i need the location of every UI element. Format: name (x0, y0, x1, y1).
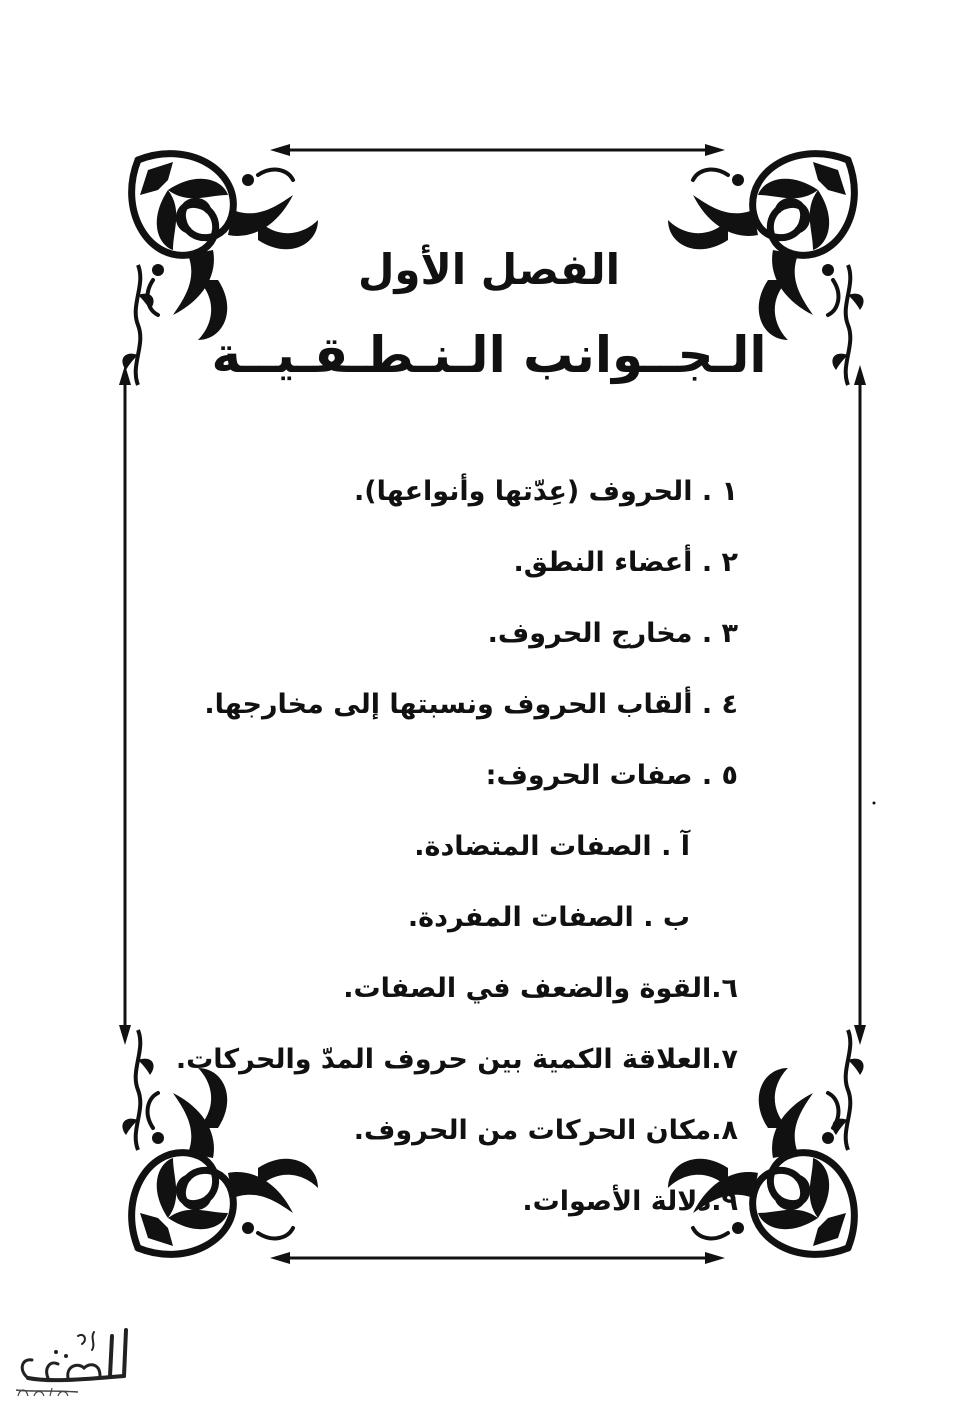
topics-list (138, 464, 738, 1245)
topic-item (138, 961, 738, 1032)
topic-text: مكان الحركات من الحروف. (353, 1115, 712, 1146)
topic-text: الحروف (عِدّتها وأنواعها). (354, 476, 693, 507)
topic-item (138, 606, 738, 677)
topic-separator: . (651, 831, 681, 862)
topic-separator: . (711, 1115, 722, 1146)
topic-item (138, 748, 738, 819)
topic-item (138, 1032, 738, 1103)
topic-separator: . (711, 1186, 722, 1217)
topic-text: صفات الحروف: (485, 760, 693, 791)
topic-separator: . (692, 618, 722, 649)
topic-text: ألقاب الحروف ونسبتها إلى مخارجها. (204, 689, 693, 720)
topic-number: ٩ (721, 1186, 738, 1217)
topic-number: ٤ (721, 689, 738, 720)
topic-text: القوة والضعف في الصفات. (343, 973, 712, 1004)
topic-number: ١ (721, 476, 738, 507)
topic-separator: . (711, 973, 722, 1004)
topic-separator: . (692, 476, 722, 507)
topic-separator: . (692, 689, 722, 720)
topic-number: ٦ (721, 973, 738, 1004)
topic-item (138, 535, 738, 606)
topic-separator: . (633, 902, 663, 933)
calligraphy-stamp (8, 1318, 148, 1410)
topic-item (138, 677, 738, 748)
topic-separator: . (711, 1044, 722, 1075)
topic-number: ٧ (721, 1044, 738, 1075)
chapter-subtitle: الـجــوانب الـنـطـقـيــة (211, 326, 767, 384)
subtopic-item (138, 819, 738, 890)
topic-separator: . (692, 547, 722, 578)
subtopic-letter: آ (680, 831, 690, 862)
topic-number: ٣ (721, 618, 738, 649)
topic-number: ٥ (721, 760, 738, 791)
topic-item (138, 1174, 738, 1245)
topic-separator: . (692, 760, 722, 791)
topic-item (138, 464, 738, 535)
topic-number: ٢ (721, 547, 738, 578)
topic-number: ٨ (721, 1115, 738, 1146)
topic-text: مخارج الحروف. (487, 618, 693, 649)
topic-text: الصفات المتضادة. (414, 831, 652, 862)
subtopic-item (138, 890, 738, 961)
topic-text: الصفات المفردة. (407, 902, 634, 933)
topic-text: العلاقة الكمية بين حروف المدّ والحركات. (175, 1044, 712, 1075)
topic-text: أعضاء النطق. (513, 547, 693, 578)
subtopic-letter: ب (662, 902, 690, 933)
chapter-title: الفصل الأول (357, 245, 621, 294)
topic-item (138, 1103, 738, 1174)
topic-text: دلالة الأصوات. (522, 1186, 712, 1217)
